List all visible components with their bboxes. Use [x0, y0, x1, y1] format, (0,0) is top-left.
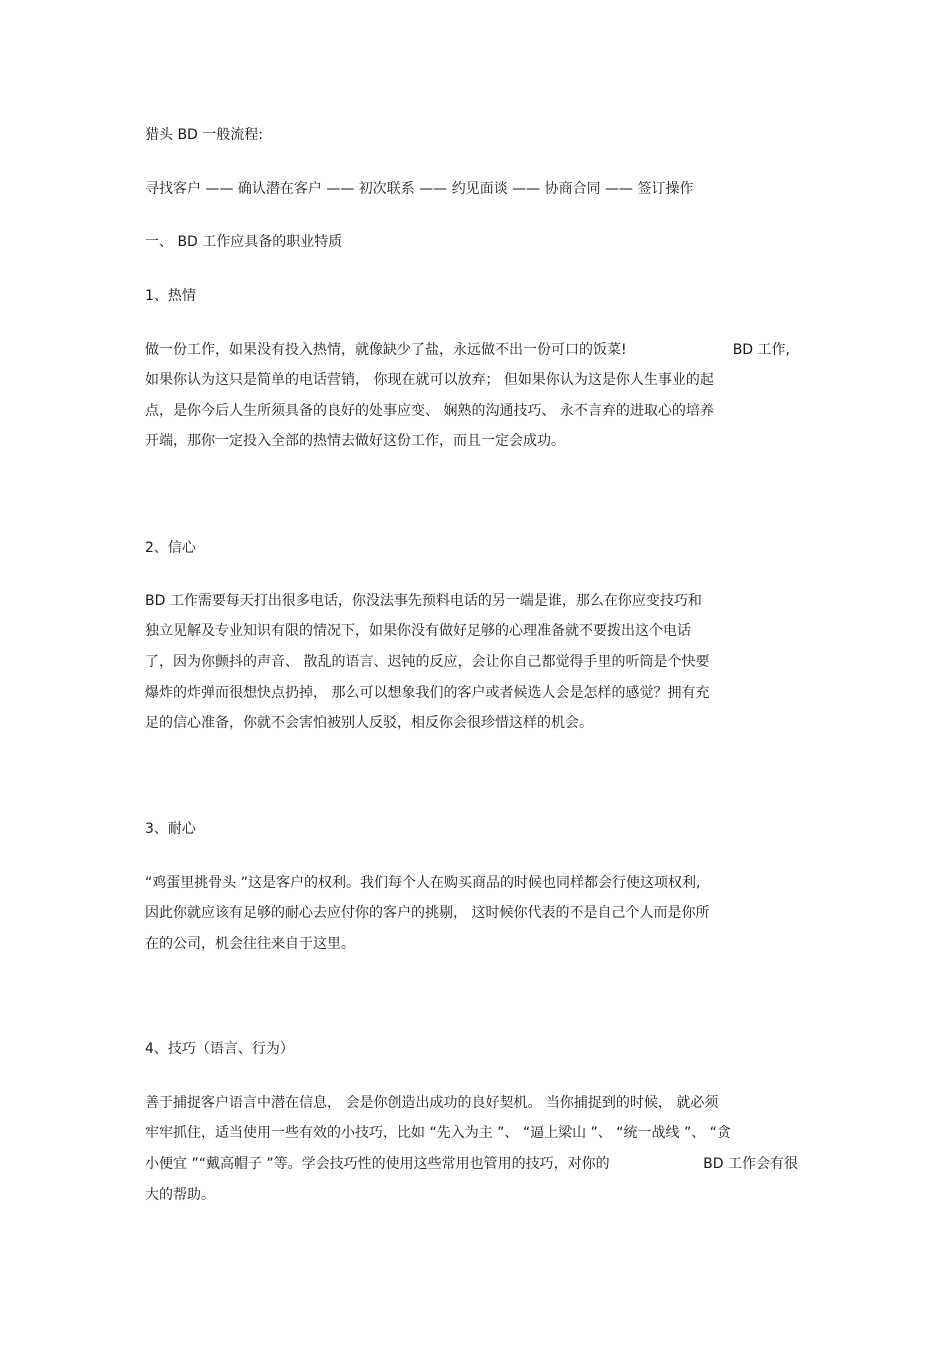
paragraph-confidence-line-2: 独立见解及专业知识有限的情况下，如果你没有做好足够的心理准备就不要拨出这个电话 [145, 623, 691, 639]
subheading-patience: 3、耐心 [145, 821, 196, 837]
section-heading-1: 一、 BD 工作应具备的职业特质 [145, 234, 343, 250]
paragraph-confidence-line-5: 足的信心准备，你就不会害怕被别人反驳，相反你会很珍惜这样的机会。 [145, 715, 593, 731]
paragraph-text: BD 工作, [732, 342, 790, 358]
paragraph-patience-line-2: 因此你就应该有足够的耐心去应付你的客户的挑剔， 这时候你代表的不是自己个人而是你所 [145, 905, 710, 921]
paragraph-skills-line-2: 牢牢抓住，适当使用一些有效的小技巧，比如 “先入为主 ”、 “逼上梁山 ”、 “统一战线 ”、 “贪 [145, 1125, 731, 1141]
paragraph-confidence-line-4: 爆炸的炸弹而很想快点扔掉， 那么可以想象我们的客户或者候选人会是怎样的感觉？拥有充 [145, 685, 710, 701]
paragraph-skills-line-4: 大的帮助。 [145, 1187, 215, 1203]
process-flow: 寻找客户 —— 确认潜在客户 —— 初次联系 —— 约见面谈 —— 协商合同 —— 签订操作 [145, 181, 694, 197]
paragraph-text: BD 工作会有很 [703, 1156, 798, 1172]
paragraph-confidence-line-3: 了，因为你颤抖的声音、 散乱的语言、迟钝的反应，会让你自己都觉得手里的听筒是个快要 [145, 654, 710, 670]
document-title: 猎头 BD 一般流程: [145, 127, 264, 143]
paragraph-text: 做一份工作，如果没有投入热情，就像缺少了盐，永远做不出一份可口的饭菜! [145, 342, 627, 358]
paragraph-passion-line-4: 开端，那你一定投入全部的热情去做好这份工作，而且一定会成功。 [145, 433, 565, 449]
paragraph-passion-line-3: 点，是你今后人生所须具备的良好的处事应变、 娴熟的沟通技巧、 永不言弃的进取心的培养 [145, 403, 714, 419]
paragraph-patience-line-3: 在的公司，机会往往来自于这里。 [145, 936, 355, 952]
paragraph-patience-line-1: “鸡蛋里挑骨头 ”这是客户的权利。我们每个人在购买商品的时候也同样都会行使这项权利, [145, 875, 701, 891]
paragraph-confidence-line-1: BD 工作需要每天打出很多电话，你没法事先预料电话的另一端是谁，那么在你应变技巧和 [145, 593, 702, 609]
paragraph-text: 小便宜 ”“戴高帽子 ”等。学会技巧性的使用这些常用也管用的技巧，对你的 [145, 1156, 610, 1172]
paragraph-passion-line-2: 如果你认为这只是简单的电话营销， 你现在就可以放弃； 但如果你认为这是你人生事业的起 [145, 372, 714, 388]
subheading-skills: 4、技巧（语言、行为） [145, 1041, 294, 1057]
paragraph-passion-line-1 [145, 341, 805, 359]
subheading-confidence: 2、信心 [145, 540, 196, 556]
paragraph-skills-line-3 [145, 1155, 805, 1173]
subheading-passion: 1、热情 [145, 288, 196, 304]
paragraph-skills-line-1: 善于捕捉客户语言中潜在信息， 会是你创造出成功的良好契机。 当你捕捉到的时候， 就必须 [145, 1095, 719, 1111]
